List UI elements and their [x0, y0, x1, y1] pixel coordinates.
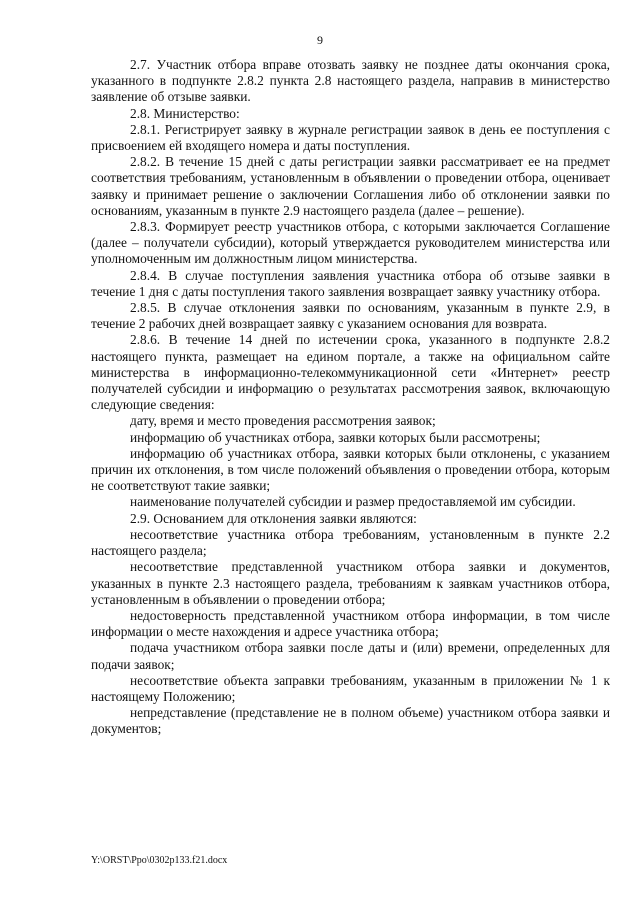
page-number: 9 — [317, 33, 323, 47]
paragraph-2-8-4: 2.8.4. В случае поступления заявления участника отбора об отзыве заявки в течение 1 дня с даты поступления такого заявления возвращает заявку участнику отбора. — [91, 267, 610, 299]
list-item-rejected-participants: информацию об участниках отбора, заявки которых были отклонены, с указанием причин их отклонения, в том числе положений объявления о проведении отбора, которым не соответствуют такие заявки; — [91, 445, 610, 494]
list-item-ground-facility: несоответствие объекта заправки требованиям, указанным в приложении № 1 к настоящему Положению; — [91, 672, 610, 704]
list-item-ground-requirements: несоответствие участника отбора требованиям, установленным в пункте 2.2 настоящего раздела; — [91, 526, 610, 559]
list-item-ground-documents: несоответствие представленной участником отбора заявки и документов, указанных в пункте 2.3 настоящего раздела, требованиям к заявкам участников отбора, установленным в объявлении о проведении отбора; — [91, 559, 610, 607]
list-item-ground-unreliable: недостоверность представленной участником отбора информации, в том числе информации о месте нахождения и адресе участника отбора; — [91, 607, 610, 640]
document-body — [91, 57, 610, 738]
list-item-reviewed-participants: информацию об участниках отбора, заявки которых были рассмотрены; — [130, 429, 541, 445]
paragraph-2-8-2: 2.8.2. В течение 15 дней с даты регистрации заявки рассматривает ее на предмет соответствия требованиям, установленным в объявлении о проведении отбора, оценивает заявку и принимает решение о заключении Соглашения либо об отклонении заявки по основаниям, указанным в пункте 2.9 настоящего раздела (далее – решение). — [91, 154, 610, 218]
paragraph-2-8-6: 2.8.6. В течение 14 дней по истечении срока, указанного в подпункте 2.8.2 настоящего пункта, размещает на едином портале, а также на официальном сайте министерства в информационно-телекоммуникационной сети «Интернет» реестр получателей субсидии и информацию о результатах рассмотрения заявок, включающую следующие сведения: — [91, 332, 610, 413]
paragraph-2-7: 2.7. Участник отбора вправе отозвать заявку не позднее даты окончания срока, указанного в подпункте 2.8.2 пункта 2.8 настоящего раздела, направив в министерство заявление об отзыве заявки. — [91, 57, 610, 105]
list-item-review-date: дату, время и место проведения рассмотрения заявок; — [130, 413, 436, 429]
list-item-ground-late: подача участником отбора заявки после даты и (или) времени, определенных для подачи заявок; — [91, 640, 610, 672]
paragraph-2-8-3: 2.8.3. Формирует реестр участников отбора, с которыми заключается Соглашение (далее – получатели субсидии), который утверждается руководителем министерства или уполномоченным им должностным лицом министерства. — [91, 219, 610, 267]
file-path-footer: Y:\ORST\Ppo\0302p133.f21.docx — [91, 855, 228, 866]
paragraph-2-8: 2.8. Министерство: — [130, 105, 240, 121]
paragraph-2-8-5: 2.8.5. В случае отклонения заявки по основаниям, указанным в пункте 2.9, в течение 2 рабочих дней возвращает заявку с указанием основания для возврата. — [91, 300, 610, 332]
paragraph-2-9: 2.9. Основанием для отклонения заявки являются: — [130, 510, 417, 526]
paragraph-2-8-1: 2.8.1. Регистрирует заявку в журнале регистрации заявок в день ее поступления с присвоением ей входящего номера и даты поступления. — [91, 121, 610, 154]
list-item-recipients: наименование получателей субсидии и размер предоставляемой им субсидии. — [130, 494, 576, 510]
list-item-ground-incomplete: непредставление (представление не в полном объеме) участником отбора заявки и документов; — [91, 705, 610, 737]
